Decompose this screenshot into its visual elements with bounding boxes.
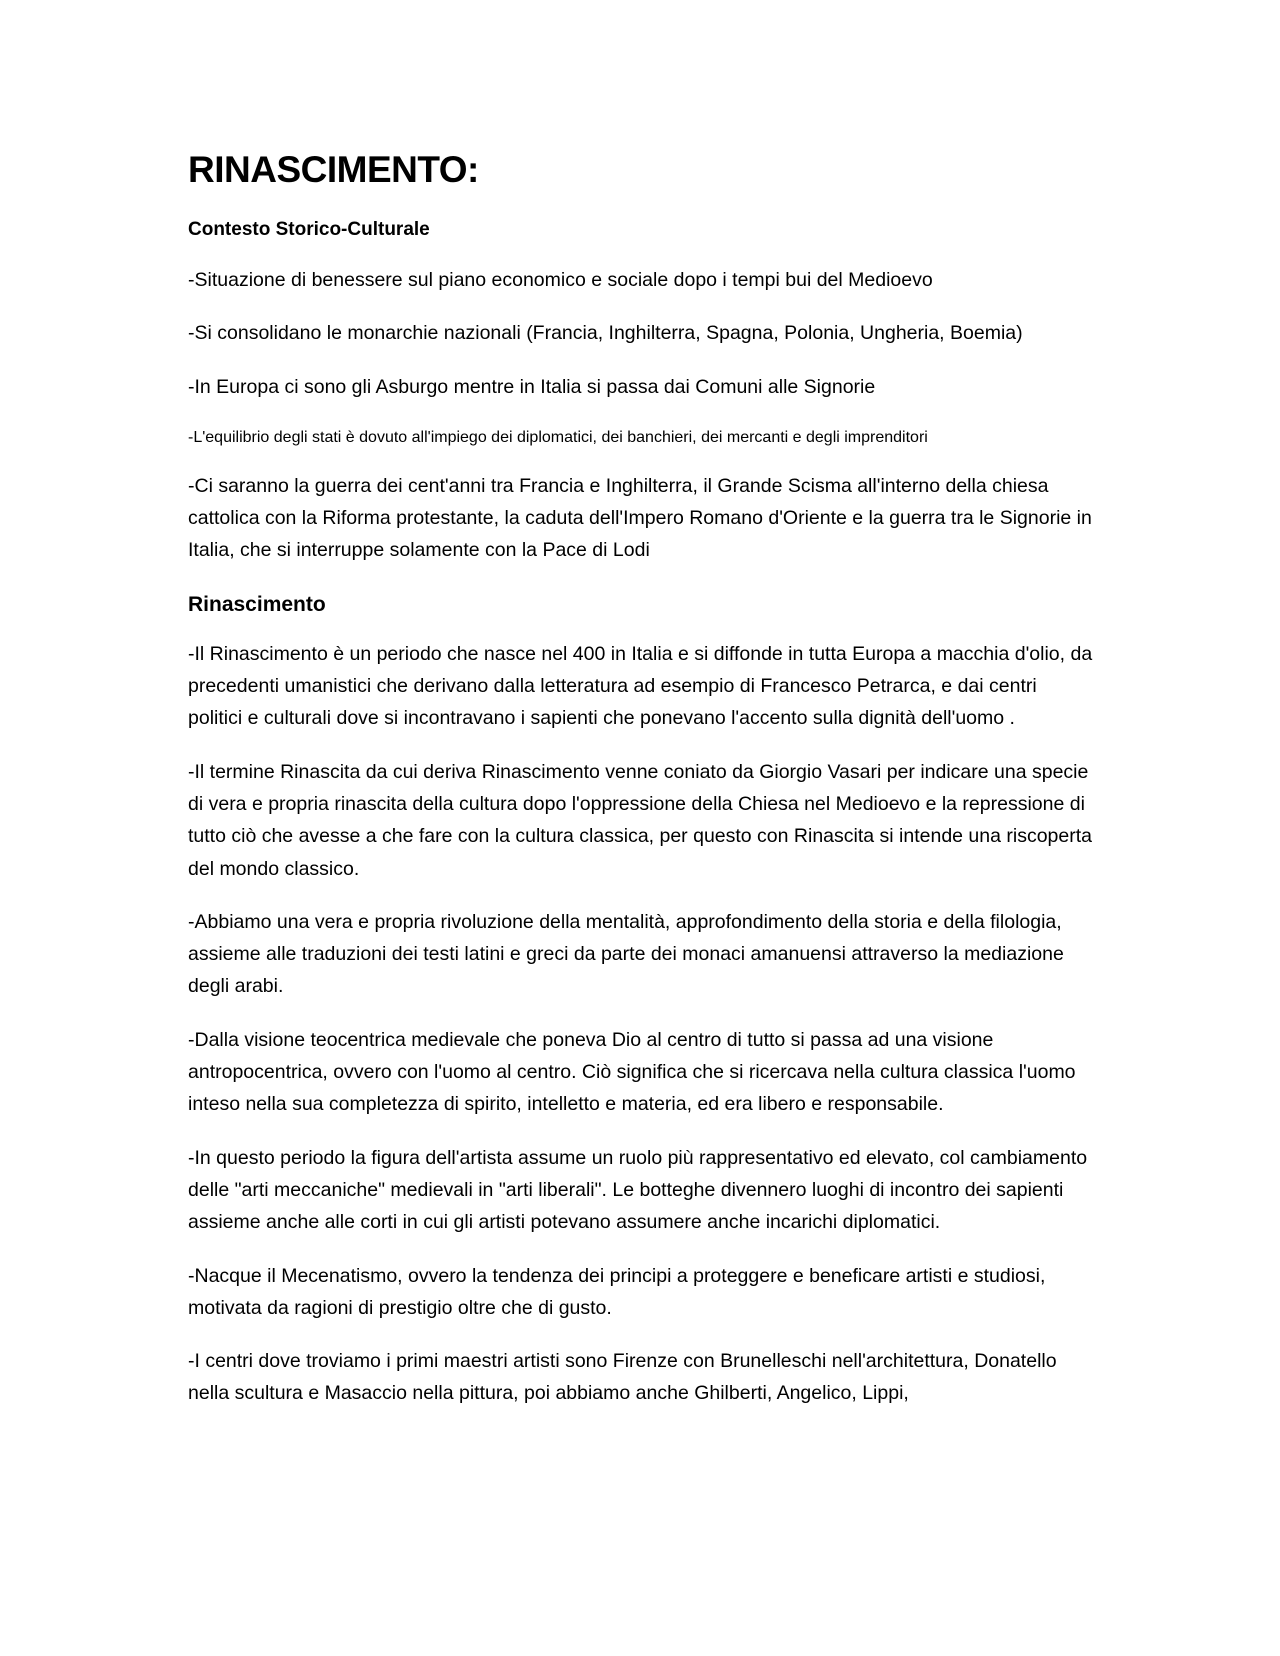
paragraph: -Dalla visione teocentrica medievale che poneva Dio al centro di tutto si passa ad una visione antropocentrica, ovvero con l'uomo al centro. Ciò significa che si ricercava nella cultura classica l'uomo inteso nella sua completezza di spirito, intelletto e materia, ed era libero e responsabile. bbox=[188, 1028, 1076, 1116]
paragraph: -In questo periodo la figura dell'artista assume un ruolo più rappresentativo ed elevato, col cambiamento delle "arti meccaniche" medievali in "arti liberali". Le botteghe divennero luoghi di incontro dei sapienti assieme anche alle corti in cui gli artisti potevano assumere anche incarichi diplomatici. bbox=[188, 1146, 1088, 1234]
paragraph-small: -L'equilibrio degli stati è dovuto all'impiego dei diplomatici, dei banchieri, dei mercanti e degli imprenditori bbox=[188, 428, 928, 446]
paragraph: -Il Rinascimento è un periodo che nasce nel 400 in Italia e si diffonde in tutta Europa a macchia d'olio, da precedenti umanistici che derivano dalla letteratura ad esempio di Francesco Petrarca, e dai centri politici e culturali dove si incontravano i sapienti che ponevano l'accento sulla dignità dell'uomo . bbox=[188, 642, 1093, 730]
paragraph: -I centri dove troviamo i primi maestri artisti sono Firenze con Brunelleschi nell'architettura, Donatello nella scultura e Masaccio nella pittura, poi abbiamo anche Ghilberti, Angelico, Lippi, bbox=[188, 1350, 1057, 1405]
paragraph: -Il termine Rinascita da cui deriva Rinascimento venne coniato da Giorgio Vasari per indicare una specie di vera e propria rinascita della cultura dopo l'oppressione della Chiesa nel Medioevo e la repressione di tutto ciò che avesse a che fare con la cultura classica, per questo con Rinascita si intende una riscoperta del mondo classico. bbox=[188, 760, 1092, 880]
document-page bbox=[188, 148, 1093, 1431]
paragraph: -Nacque il Mecenatismo, ovvero la tendenza dei principi a proteggere e beneficare artisti e studiosi, motivata da ragioni di prestigio oltre che di gusto. bbox=[188, 1264, 1046, 1319]
paragraph: -In Europa ci sono gli Asburgo mentre in Italia si passa dai Comuni alle Signorie bbox=[188, 375, 876, 398]
document-title: RINASCIMENTO: bbox=[188, 149, 479, 190]
paragraph: -Situazione di benessere sul piano economico e sociale dopo i tempi bui del Medioevo bbox=[188, 269, 933, 291]
paragraph: -Ci saranno la guerra dei cent'anni tra Francia e Inghilterra, il Grande Scisma all'interno della chiesa cattolica con la Riforma protestante, la caduta dell'Impero Romano d'Oriente e la guerra tra le Signorie in Italia, che si interruppe solamente con la Pace di Lodi bbox=[188, 474, 1092, 562]
section-heading-rinascimento: Rinascimento bbox=[188, 592, 326, 616]
section-heading-contesto: Contesto Storico-Culturale bbox=[188, 219, 430, 240]
paragraph: -Abbiamo una vera e propria rivoluzione della mentalità, approfondimento della storia e della filologia, assieme alle traduzioni dei testi latini e greci da parte dei monaci amanuensi attraverso la mediazione degli arabi. bbox=[188, 910, 1064, 998]
paragraph: -Si consolidano le monarchie nazionali (Francia, Inghilterra, Spagna, Polonia, Ungheria, Boemia) bbox=[188, 322, 1023, 345]
